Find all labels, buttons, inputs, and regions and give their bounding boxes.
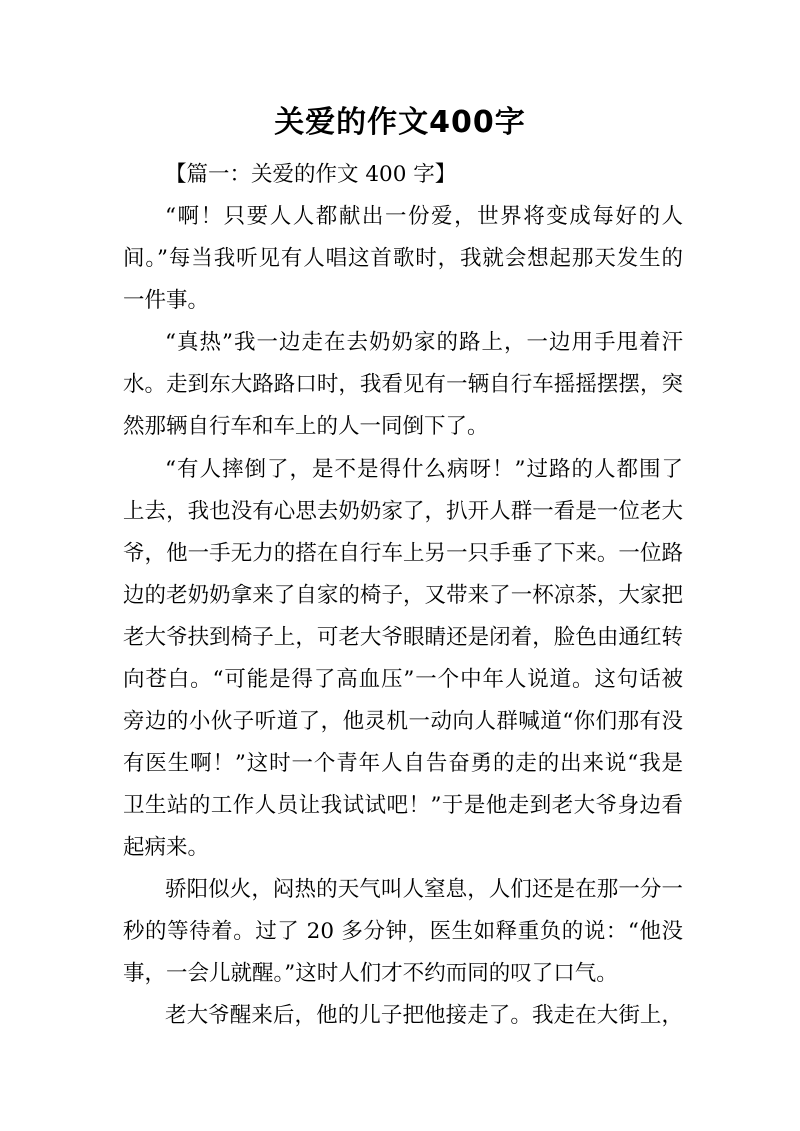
paragraph-line: 边的老奶奶拿来了自家的椅子，又带来了一杯凉茶，大家把 bbox=[123, 583, 683, 608]
paragraph-line: “真热”我一边走在去奶奶家的路上，一边用手甩着汗 bbox=[165, 330, 683, 355]
paragraph-line: 事，一会儿就醒。”这时人们才不约而同的叹了口气。 bbox=[123, 961, 618, 986]
document-title: 关爱的作文400字 bbox=[274, 105, 526, 140]
paragraph-line: 上去，我也没有心思去奶奶家了，扒开人群一看是一位老大 bbox=[123, 499, 683, 524]
paragraph-line: 爷，他一手无力的搭在自行车上另一只手垂了下来。一位路 bbox=[123, 541, 683, 566]
paragraph-line: 秒的等待着。过了 20 多分钟，医生如释重负的说：“他没 bbox=[123, 919, 683, 944]
paragraph-line: 间。”每当我听见有人唱这首歌时，我就会想起那天发生的 bbox=[123, 246, 683, 271]
paragraph-line: 老大爷扶到椅子上，可老大爷眼睛还是闭着，脸色由通红转 bbox=[123, 625, 683, 650]
paragraph-line: 起病来。 bbox=[123, 835, 210, 860]
paragraph-line: 卫生站的工作人员让我试试吧！”于是他走到老大爷身边看 bbox=[123, 793, 683, 818]
paragraph-line: 骄阳似火，闷热的天气叫人窒息，人们还是在那一分一 bbox=[165, 877, 683, 902]
paragraph-line: “有人摔倒了，是不是得什么病呀！”过路的人都围了 bbox=[165, 457, 683, 482]
paragraph-line: 旁边的小伙子听道了，他灵机一动向人群喊道“你们那有没 bbox=[123, 709, 683, 734]
paragraph-line: 老大爷醒来后，他的儿子把他接走了。我走在大街上， bbox=[165, 1003, 683, 1028]
paragraph-line: 有医生啊！”这时一个青年人自告奋勇的走的出来说“我是 bbox=[123, 751, 683, 776]
paragraph-line: 一件事。 bbox=[123, 288, 210, 313]
paragraph-line: 水。走到东大路路口时，我看见有一辆自行车摇摇摆摆，突 bbox=[123, 372, 683, 397]
paragraph-line: 向苍白。“可能是得了高血压”一个中年人说道。这句话被 bbox=[123, 667, 683, 692]
paragraph-line: 然那辆自行车和车上的人一同倒下了。 bbox=[123, 414, 489, 439]
section-heading: 【篇一：关爱的作文 400 字】 bbox=[165, 162, 457, 187]
paragraph-line: “啊！只要人人都献出一份爱，世界将变成每好的人 bbox=[165, 204, 683, 229]
